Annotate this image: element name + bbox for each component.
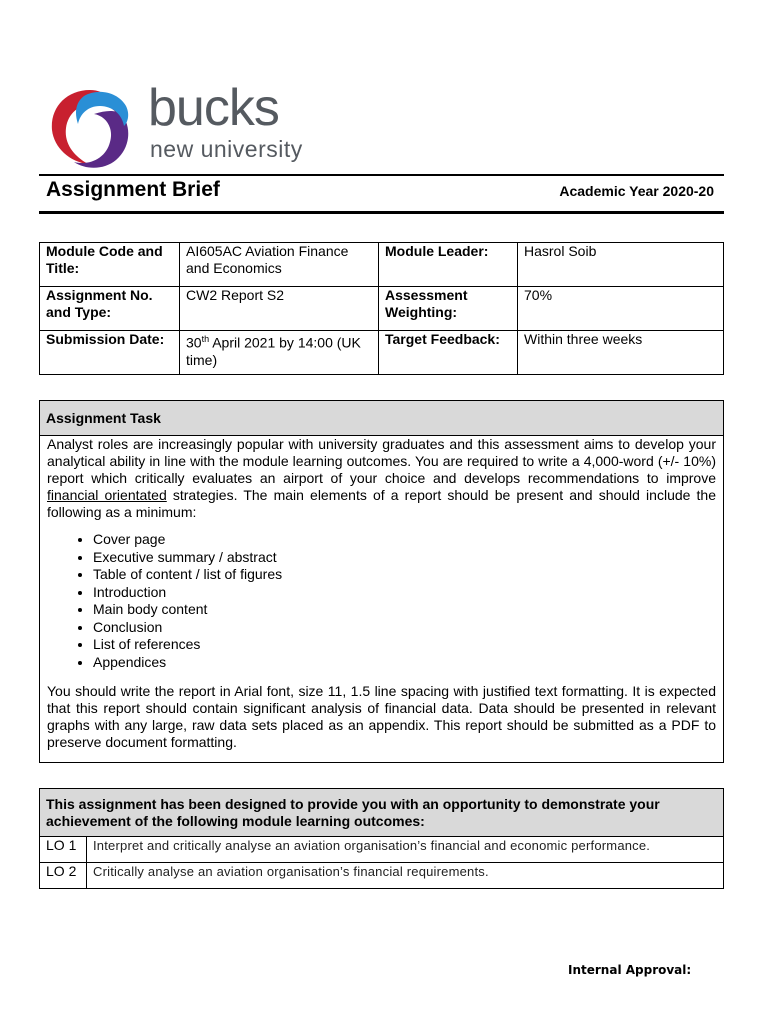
task-intro-underlined: financial orientated [47, 487, 167, 503]
table-row [40, 863, 724, 889]
table-row [40, 287, 724, 331]
list-item: • Introduction [93, 584, 716, 602]
weighting-label: Assessment Weighting: [379, 287, 518, 331]
lo-description: Critically analyse an aviation organisation’s financial requirements. [87, 863, 724, 889]
task-intro [47, 436, 716, 521]
assignment-task-body [40, 436, 724, 763]
table-row [40, 331, 724, 375]
logo-swirl-icon [44, 84, 136, 170]
report-elements-list [47, 531, 716, 671]
university-logo [44, 79, 309, 170]
logo-wordmark-bucks: bucks [148, 79, 279, 137]
assignment-task-heading: Assignment Task [40, 401, 724, 436]
page-title: Assignment Brief [46, 178, 220, 201]
learning-outcomes-table [39, 788, 724, 889]
table-row [40, 243, 724, 287]
weighting-value: 70% [518, 287, 724, 331]
submission-day: 30 [186, 334, 202, 351]
list-item: • Conclusion [93, 619, 716, 637]
module-info-table [39, 242, 724, 375]
assignment-no-value: CW2 Report S2 [180, 287, 379, 331]
module-leader-label: Module Leader: [379, 243, 518, 287]
internal-approval-label: Internal Approval: [568, 963, 692, 977]
lo-description: Interpret and critically analyse an aviation organisation’s financial and economic performance. [87, 837, 724, 863]
lo-code: LO 1 [40, 837, 87, 863]
task-intro-text-end: strategies. The main elements of a report should be present and should include the following as a minimum: [47, 487, 717, 520]
logo-wordmark-university: new university [150, 136, 303, 162]
task-intro-text: Analyst roles are increasingly popular with university graduates and this assessment aims to develop your analytical ability in line with the module learning outcomes. You are required to write a 4,000-word (+/- 10%) report which critically evaluates an airport of your choice and develops recommendations to improve [47, 436, 716, 486]
lo-code: LO 2 [40, 863, 87, 889]
submission-rest: April 2021 by 14:00 (UK time) [186, 334, 361, 368]
feedback-label: Target Feedback: [379, 331, 518, 375]
assignment-task-table [39, 400, 724, 763]
submission-label: Submission Date: [40, 331, 180, 375]
academic-year: Academic Year 2020-20 [559, 183, 714, 199]
list-item: • Main body content [93, 601, 716, 619]
list-item: • Table of content / list of figures [93, 566, 716, 584]
list-item: • Cover page [93, 531, 716, 549]
task-closing: You should write the report in Arial font, size 11, 1.5 line spacing with justified text formatting. It is expected that this report should contain significant analysis of financial data. Data should be presented in relevant graphs with any large, raw data sets placed as an appendix. This report should be submitted as a PDF to preserve document formatting. [47, 683, 716, 750]
title-rule-bottom [39, 211, 724, 214]
list-item: • List of references [93, 636, 716, 654]
assignment-no-label: Assignment No. and Type: [40, 287, 180, 331]
learning-outcomes-heading: This assignment has been designed to provide you with an opportunity to demonstrate your achievement of the following module learning outcomes: [40, 789, 724, 837]
list-item: • Appendices [93, 654, 716, 672]
feedback-value: Within three weeks [518, 331, 724, 375]
list-item: • Executive summary / abstract [93, 549, 716, 567]
title-rule-top [39, 174, 724, 176]
module-code-label: Module Code and Title: [40, 243, 180, 287]
table-row [40, 837, 724, 863]
submission-value [180, 331, 379, 375]
module-code-value: AI605AC Aviation Finance and Economics [180, 243, 379, 287]
module-leader-value: Hasrol Soib [518, 243, 724, 287]
submission-day-suffix: th [201, 334, 210, 344]
